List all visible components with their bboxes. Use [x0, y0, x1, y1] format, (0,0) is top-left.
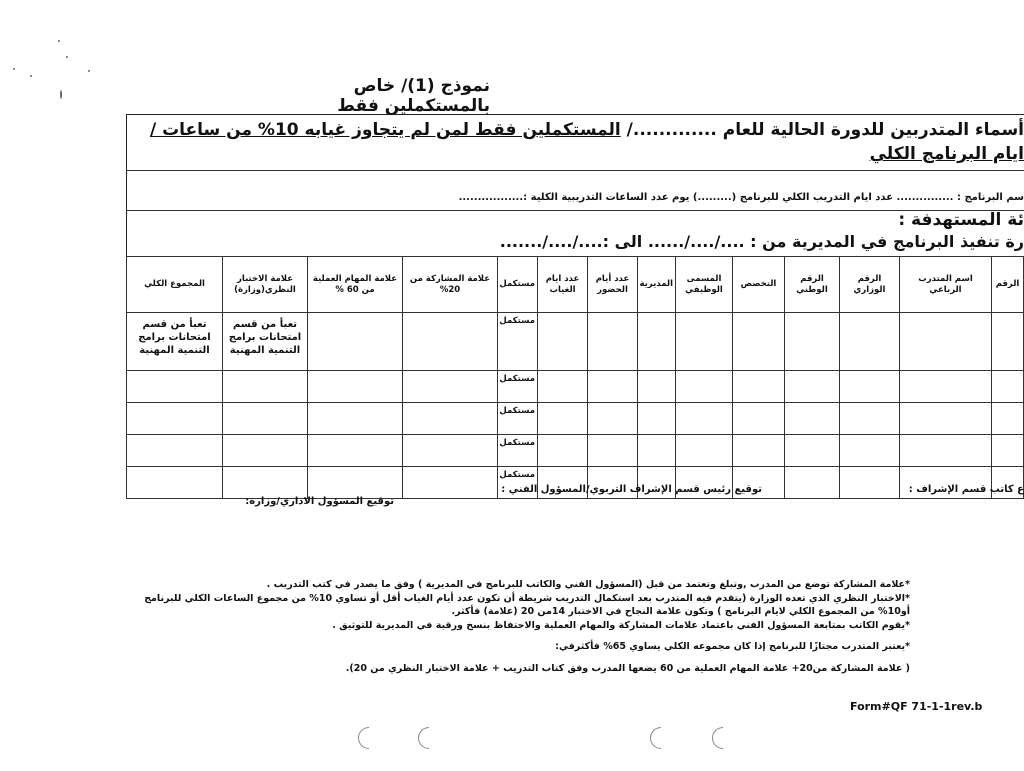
- theory-mark-note: تعبأ من قسم امتحانات برامج التنمية المهنية: [223, 313, 308, 371]
- execution-period-line: رة تنفيذ البرنامج في المديرية من : ..../..../...... الى :..../..../.......: [499, 232, 1024, 251]
- punch-hole-mark: [418, 727, 429, 749]
- punch-hole-mark: [712, 727, 723, 749]
- scan-specks: [8, 30, 98, 100]
- form-code: Form#QF 71-1-1rev.b: [850, 700, 983, 713]
- signature-writer: ع كاتب قسم الإشراف :: [908, 484, 1024, 495]
- completed-cell: مستكمل: [498, 435, 538, 467]
- total-note: تعبأ من قسم امتحانات برامج التنمية المهنية: [127, 313, 223, 371]
- col-header-participation-mark: علامة المشاركة من 20%: [403, 257, 498, 313]
- frame-top-border: [126, 114, 1024, 115]
- completed-cell: مستكمل: [498, 371, 538, 403]
- separator-line: [126, 170, 1024, 171]
- table-row: [127, 403, 1024, 435]
- form-title: نموذج (1)/ خاص بالمستكملين فقط: [337, 76, 490, 116]
- note-item: *يقوم الكاتب بمتابعة المسؤول الفني باعتماد علامات المشاركة والمهام العملية والاحتفاظ بنسخ ورقية في المديرية للتوثيق .: [332, 619, 910, 631]
- col-header-specialty: التخصص: [733, 257, 785, 313]
- col-header-ministry-id: الرقم الوزاري: [840, 257, 900, 313]
- signature-admin: توقيع المسؤول الاداري/وزارة:: [245, 496, 394, 507]
- col-header-total: المجموع الكلي: [127, 257, 223, 313]
- trainees-table: [126, 256, 1024, 499]
- signatures-area: [126, 484, 1024, 516]
- col-header-absence-days: عدد ايام الغياب: [538, 257, 588, 313]
- col-header-job-title: المسمى الوظيفي: [676, 257, 733, 313]
- heading-part-1: أسماء المتدربين للدورة الحالية للعام ............./: [620, 120, 1024, 140]
- note-item: *يعتبر المتدرب مجتازًا للبرنامج إذا كان مجموعه الكلي يساوي 65% فأكثرفي:: [555, 641, 910, 652]
- col-header-directorate: المديرية: [638, 257, 676, 313]
- col-header-theory-mark: علامة الاختبار النظري(وزارة): [223, 257, 308, 313]
- table-row: [127, 371, 1024, 403]
- completed-cell: مستكمل: [498, 313, 538, 371]
- punch-hole-mark: [358, 727, 369, 749]
- table-row: [127, 313, 1024, 371]
- notes-section: [140, 578, 910, 675]
- table-row: [127, 435, 1024, 467]
- heading-part-2: المستكملين فقط لمن لم يتجاوز غيابه 10% من ساعات / ايام البرنامج الكلي: [149, 120, 1024, 164]
- punch-hole-mark: [650, 727, 661, 749]
- completed-cell: مستكمل: [498, 403, 538, 435]
- target-group-label: ئة المستهدفة :: [898, 210, 1024, 230]
- completed-cell: مستكمل: [498, 467, 538, 499]
- note-item: *الاختبار النظري الذي تعده الوزارة (يتقدم فيه المتدرب بعد استكمال التدريب شريطة أن تكون عدد أيام الغياب أقل أو تساوي 10% من مجموع الساعات الكلي للبرنامج أو10% من المجموع الكلي لايام البرنامج ) وتكون علامة النجاح في الاختبار 14من 20 (علامة) فأكثر.: [144, 592, 910, 617]
- col-header-completed: مستكمل: [498, 257, 538, 313]
- col-header-name: اسم المتدرب الرباعي: [900, 257, 992, 313]
- program-info-line: ﺳﻢ البرنامج : ............... عدد ايام التدريب الكلي للبرنامج (.........) يوم عدد الساعات التدريبية الكلية :.................: [458, 192, 1024, 203]
- form-heading: [140, 118, 1024, 166]
- col-header-practical-mark: علامة المهام العملية من 60 %: [308, 257, 403, 313]
- signature-supervision-head: توقيع رئيس قسم الإشراف التربوي/المسؤول الفني :: [501, 484, 762, 495]
- note-item: ( علامة المشاركة من20+ علامة المهام العملية من 60 يضعها المدرب وفق كتاب التدريب + علامة الاختبار النظري من 20).: [345, 662, 910, 674]
- table-header-row: [127, 257, 1024, 313]
- col-header-number: الرقم: [992, 257, 1024, 313]
- note-item: *علامة المشاركة توضع من المدرب ,وتبلغ وتعتمد من قبل (المسؤول الفني والكاتب للبرنامج في المديرية ) وفق ما يصدر في كتب التدريب .: [266, 579, 910, 590]
- col-header-national-id: الرقم الوطني: [785, 257, 840, 313]
- col-header-attendance-days: عدد أيام الحضور: [588, 257, 638, 313]
